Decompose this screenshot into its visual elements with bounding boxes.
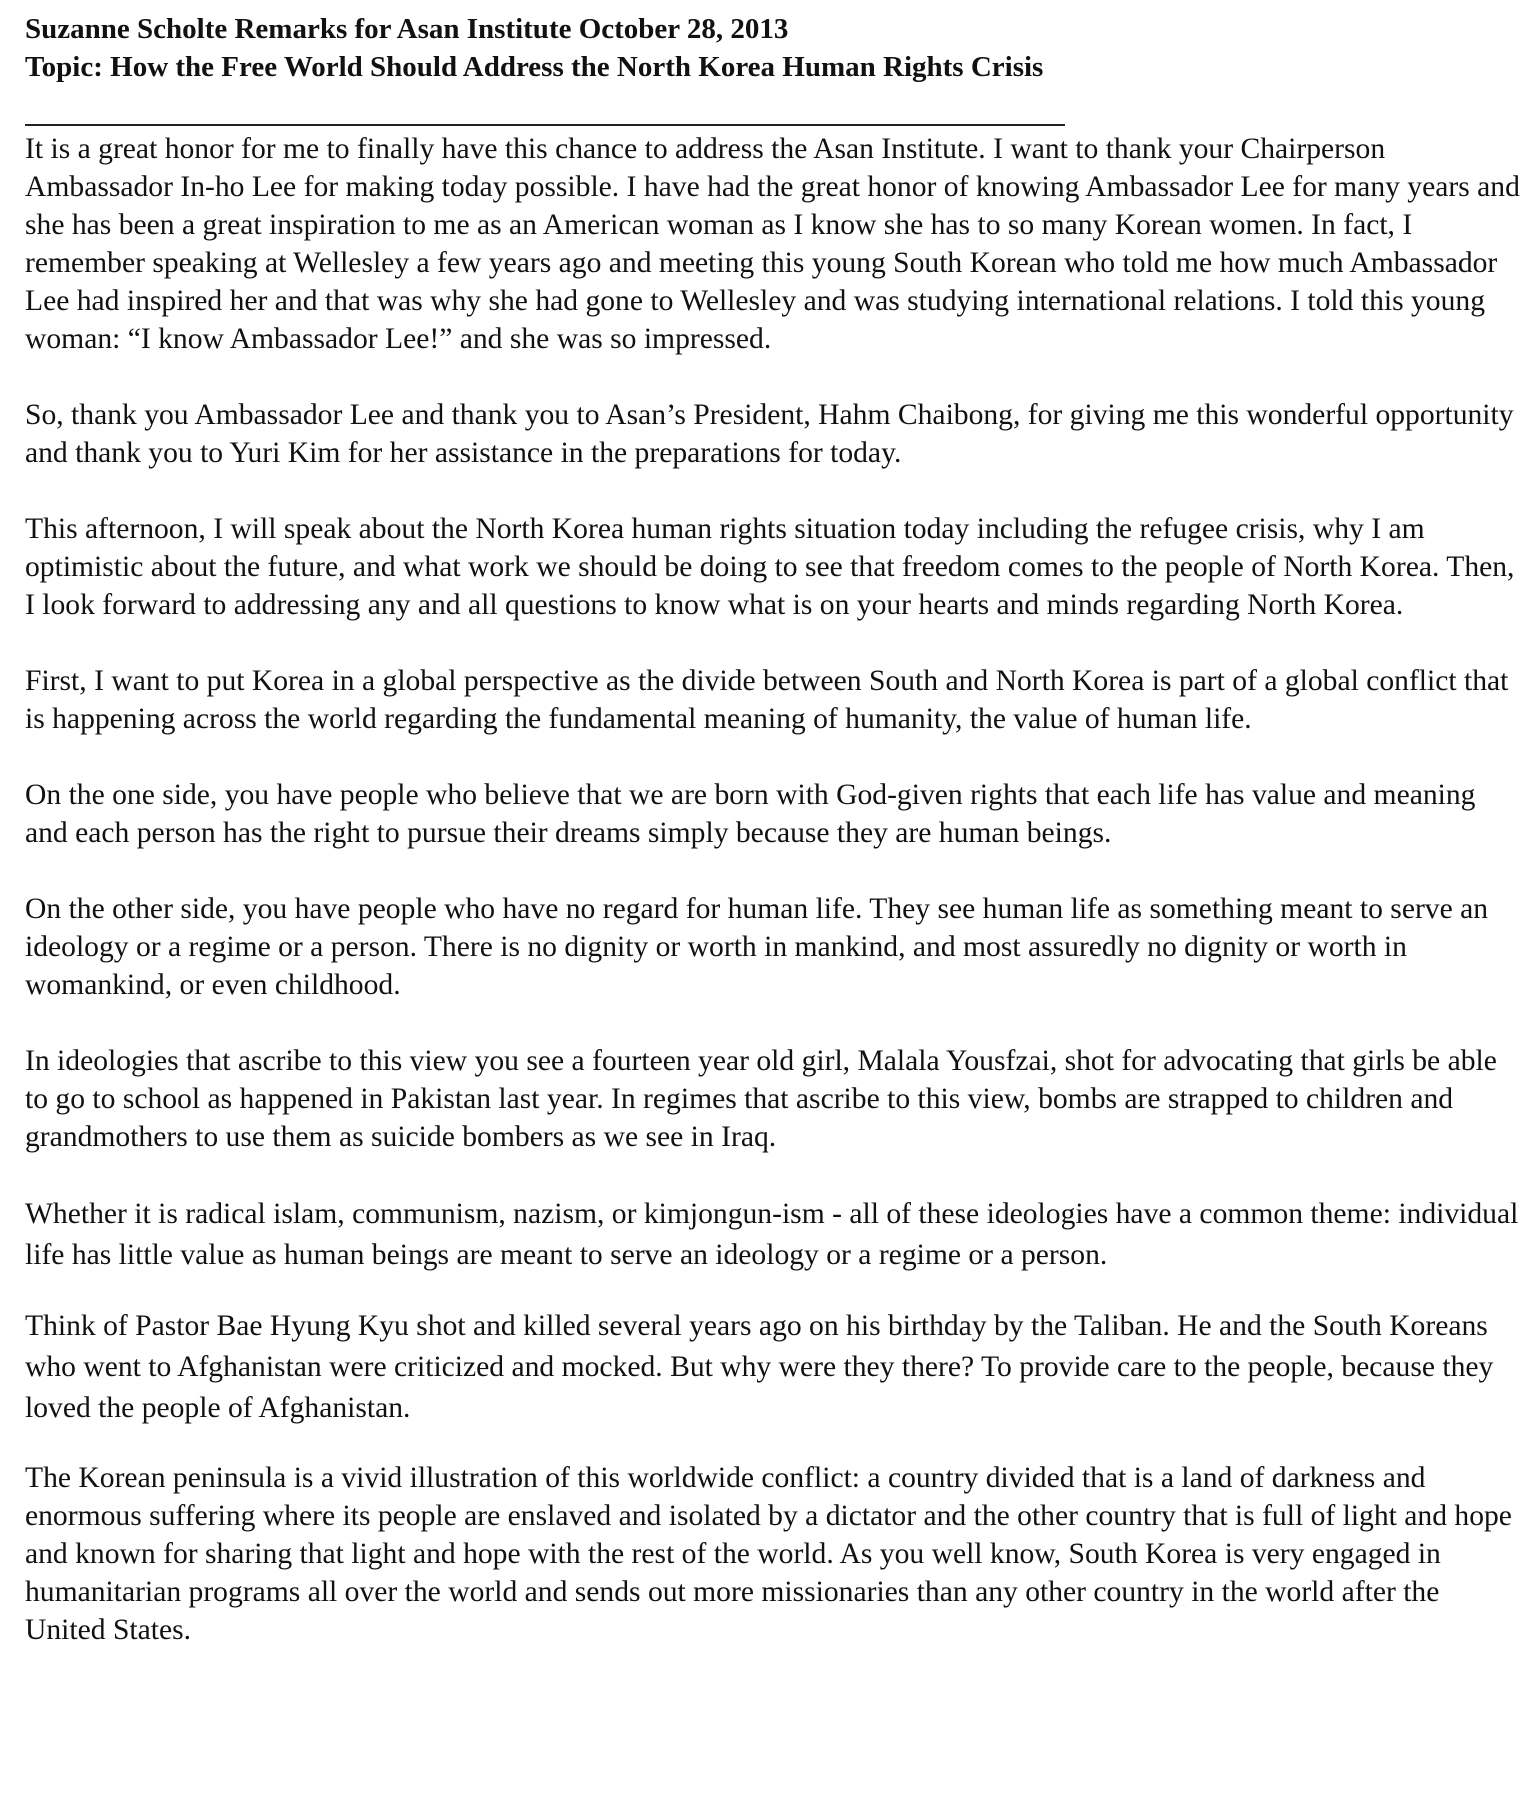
paragraph-global-perspective: First, I want to put Korea in a global perspective as the divide between South and North Korea is part of a global conflict that is happening across the world regarding the fundamental meaning of humanity, the value of human life. (25, 665, 1509, 735)
document-title-author-line: Suzanne Scholte Remarks for Asan Institute October 28, 2013 (25, 13, 789, 45)
paragraph-agenda: This afternoon, I will speak about the North Korea human rights situation today including the refugee crisis, why I am optimistic about the future, and what work we should be doing to see that freedom comes to the people of North Korea. Then, I look forward to addressing any and all questions to know what is on your hearts and minds regarding North Korea. (25, 513, 1515, 621)
paragraph-korean-peninsula: The Korean peninsula is a vivid illustration of this worldwide conflict: a country divided that is a land of darkness and enormous suffering where its people are enslaved and isolated by a dictator and the other country that is full of light and hope and known for sharing that light and hope with the rest of the world. As you well know, South Korea is very engaged in humanitarian programs all over the world and sends out more missionaries than any other country in the world after the United States. (25, 1462, 1512, 1646)
paragraph-pastor-bae: Think of Pastor Bae Hyung Kyu shot and killed several years ago on his birthday by the Taliban. He and the South Koreans who went to Afghanistan were criticized and mocked. But why were they there? To provide care to the people, because they loved the people of Afghanistan. (25, 1310, 1494, 1424)
paragraph-common-theme: Whether it is radical islam, communism, nazism, or kimjongun-ism - all of these ideologies have a common theme: individual life has little value as human beings are meant to serve an ideology or a regime or a person. (25, 1198, 1519, 1271)
document-page (25, 10, 1525, 1649)
paragraph-other-side: On the other side, you have people who have no regard for human life. They see human life as something meant to serve an ideology or a regime or a person. There is no dignity or worth in mankind, and most assuredly no dignity or worth in womankind, or even childhood. (25, 893, 1489, 1001)
paragraph-one-side: On the one side, you have people who believe that we are born with God-given rights that each life has value and meaning and each person has the right to pursue their dreams simply because they are human beings. (25, 779, 1476, 849)
paragraph-ideologies: In ideologies that ascribe to this view you see a fourteen year old girl, Malala Yousfzai, shot for advocating that girls be able to go to school as happened in Pakistan last year. In regimes that ascribe to this view, bombs are strapped to children and grandmothers to use them as suicide bombers as we see in Iraq. (25, 1045, 1497, 1153)
document-topic-line: Topic: How the Free World Should Address the North Korea Human Rights Crisis (25, 51, 1044, 83)
paragraph-thank-you: So, thank you Ambassador Lee and thank you to Asan’s President, Hahm Chaibong, for giving me this wonderful opportunity and thank you to Yuri Kim for her assistance in the preparations for today. (25, 399, 1514, 469)
title-underline-rule (25, 124, 1065, 126)
paragraph-opening-thanks: It is a great honor for me to finally have this chance to address the Asan Institute. I want to thank your Chairperson Ambassador In-ho Lee for making today possible. I have had the great honor of knowing Ambassador Lee for many years and she has been a great inspiration to me as an American woman as I know she has to so many Korean women. In fact, I remember speaking at Wellesley a few years ago and meeting this young South Korean who told me how much Ambassador Lee had inspired her and that was why she had gone to Wellesley and was studying international relations. I told this young woman: “I know Ambassador Lee!” and she was so impressed. (25, 133, 1520, 355)
